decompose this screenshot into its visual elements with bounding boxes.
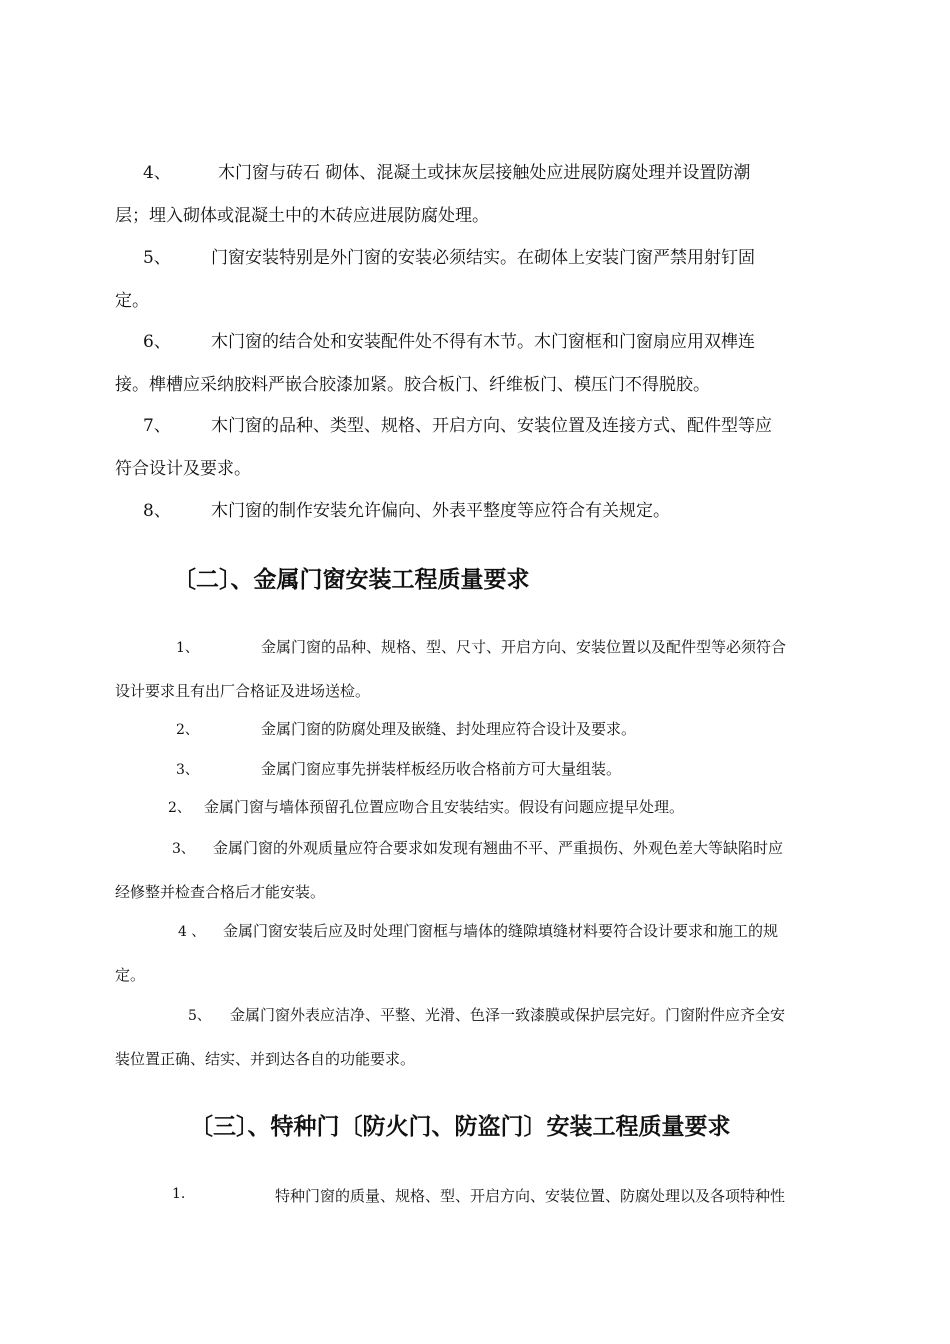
item-number: 2、 (168, 800, 191, 816)
item-number: 4 、 (178, 924, 206, 940)
item-number: 1、 (176, 640, 199, 656)
item-number: 3、 (176, 762, 199, 778)
item-text-continued: 接。榫槽应采纳胶料严嵌合胶漆加紧。胶合板门、纤维板门、模压门不得脱胶。 (115, 375, 710, 395)
item-number: 5、 (188, 1008, 211, 1024)
item-text: 金属门窗的外观质量应符合要求如发现有翘曲不平、严重损伤、外观色差大等缺陷时应 (213, 839, 784, 857)
section-heading-special: 〔三〕、特种门〔防火门、防盗门〕安装工程质量要求 (190, 1114, 731, 1140)
item-text: 木门窗与砖石 砌体、混凝土或抹灰层接触处应进展防腐处理并设置防潮 (218, 163, 751, 183)
item-text-continued: 装位置正确、结实、并到达各自的功能要求。 (115, 1050, 416, 1068)
item-text-continued: 设计要求且有出厂合格证及进场送检。 (115, 682, 371, 700)
item-number: 4、 (143, 163, 171, 183)
item-text-continued: 定。 (115, 966, 146, 984)
item-text: 金属门窗外表应洁净、平整、光滑、色泽一致漆膜或保护层完好。门窗附件应齐全安 (230, 1006, 786, 1024)
item-text-continued: 符合设计及要求。 (115, 459, 251, 479)
item-text-continued: 定。 (115, 291, 149, 311)
item-text: 门窗安装特别是外门窗的安装必须结实。在砌体上安装门窗严禁用射钉固 (211, 248, 755, 268)
item-text-continued: 层；埋入砌体或混凝土中的木砖应进展防腐处理。 (115, 206, 489, 226)
item-number: 1. (172, 1186, 186, 1202)
item-number: 7、 (143, 416, 171, 436)
item-text: 木门窗的品种、类型、规格、开启方向、安装位置及连接方式、配件型等应 (211, 416, 772, 436)
item-text: 金属门窗的品种、规格、型、尺寸、开启方向、安装位置以及配件型等必须符合 (261, 638, 787, 656)
item-text: 木门窗的制作安装允许偏向、外表平整度等应符合有关规定。 (211, 501, 670, 521)
item-text: 金属门窗与墙体预留孔位置应吻合且安装结实。假设有问题应提早处理。 (204, 798, 685, 816)
item-text: 特种门窗的质量、规格、型、开启方向、安装位置、防腐处理以及各项特种性 (275, 1187, 786, 1205)
item-number: 2、 (176, 722, 199, 738)
item-text: 金属门窗应事先拼装样板经历收合格前方可大量组装。 (261, 760, 622, 778)
item-number: 3、 (172, 841, 195, 857)
item-text: 金属门窗安装后应及时处理门窗框与墙体的缝隙填缝材料要符合设计要求和施工的规 (223, 922, 779, 940)
item-number: 8、 (143, 501, 171, 521)
item-text: 金属门窗的防腐处理及嵌缝、封处理应符合设计及要求。 (261, 720, 637, 738)
item-text: 木门窗的结合处和安装配件处不得有木节。木门窗框和门窗扇应用双榫连 (211, 332, 755, 352)
item-text-continued: 经修整并检查合格后才能安装。 (115, 883, 326, 901)
item-number: 6、 (143, 332, 171, 352)
section-heading-metal: 〔二〕、金属门窗安装工程质量要求 (173, 567, 530, 593)
item-number: 5、 (143, 248, 171, 268)
